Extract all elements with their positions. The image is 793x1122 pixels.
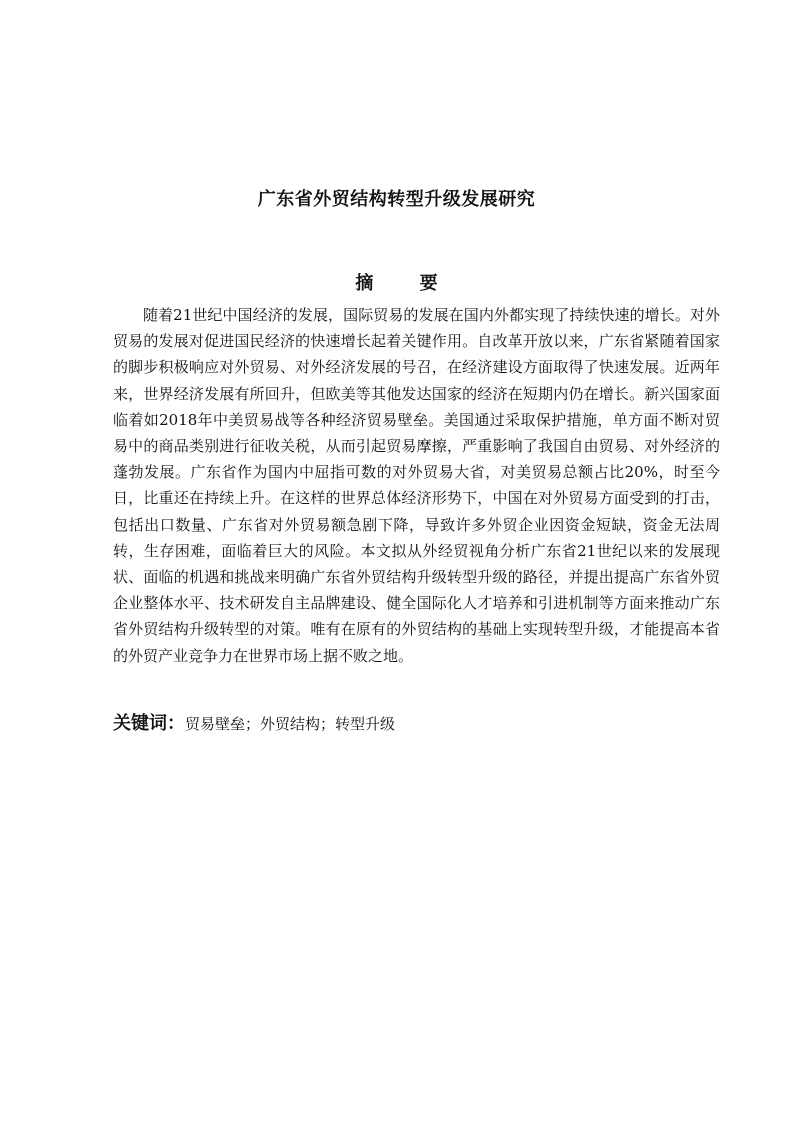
abstract-heading: 摘 要 <box>355 273 458 294</box>
keywords-label: 关键词： <box>113 713 185 734</box>
keywords-line <box>113 709 720 739</box>
abstract-body: 随着21世纪中国经济的发展，国际贸易的发展在国内外都实现了持续快速的增长。对外贸易的发展对促进国民经济的快速增长起着关键作用。自改革开放以来，广东省紧随着国家的脚步积极响应对外贸易、对外经济发展的号召，在经济建设方面取得了快速发展。近两年来，世界经济发展有所回升，但欧美等其他发达国家的经济在短期内仍在增长。新兴国家面临着如2018年中美贸易战等各种经济贸易壁垒。美国通过采取保护措施，单方面不断对贸易中的商品类别进行征收关税，从而引起贸易摩擦，严重影响了我国自由贸易、对外经济的蓬勃发展。广东省作为国内中屈指可数的对外贸易大省，对美贸易总额占比20%，时至今日，比重还在持续上升。在这样的世界总体经济形势下，中国在对外贸易方面受到的打击，包括出口数量、广东省对外贸易额急剧下降，导致许多外贸企业因资金短缺，资金无法周转，生存困难，面临着巨大的风险。本文拟从外经贸视角分析广东省21世纪以来的发展现状、面临的机遇和挑战来明确广东省外贸结构升级转型升级的路径，并提出提高广东省外贸企业整体水平、技术研发自主品牌建设、健全国际化人才培养和引进机制等方面来推动广东省外贸结构升级转型的对策。唯有在原有的外贸结构的基础上实现转型升级，才能提高本省的外贸产业竞争力在世界市场上据不败之地。 <box>113 306 720 665</box>
page-title: 广东省外贸结构转型升级发展研究 <box>257 189 536 210</box>
keywords-value: 贸易壁垒；外贸结构；转型升级 <box>185 715 396 733</box>
